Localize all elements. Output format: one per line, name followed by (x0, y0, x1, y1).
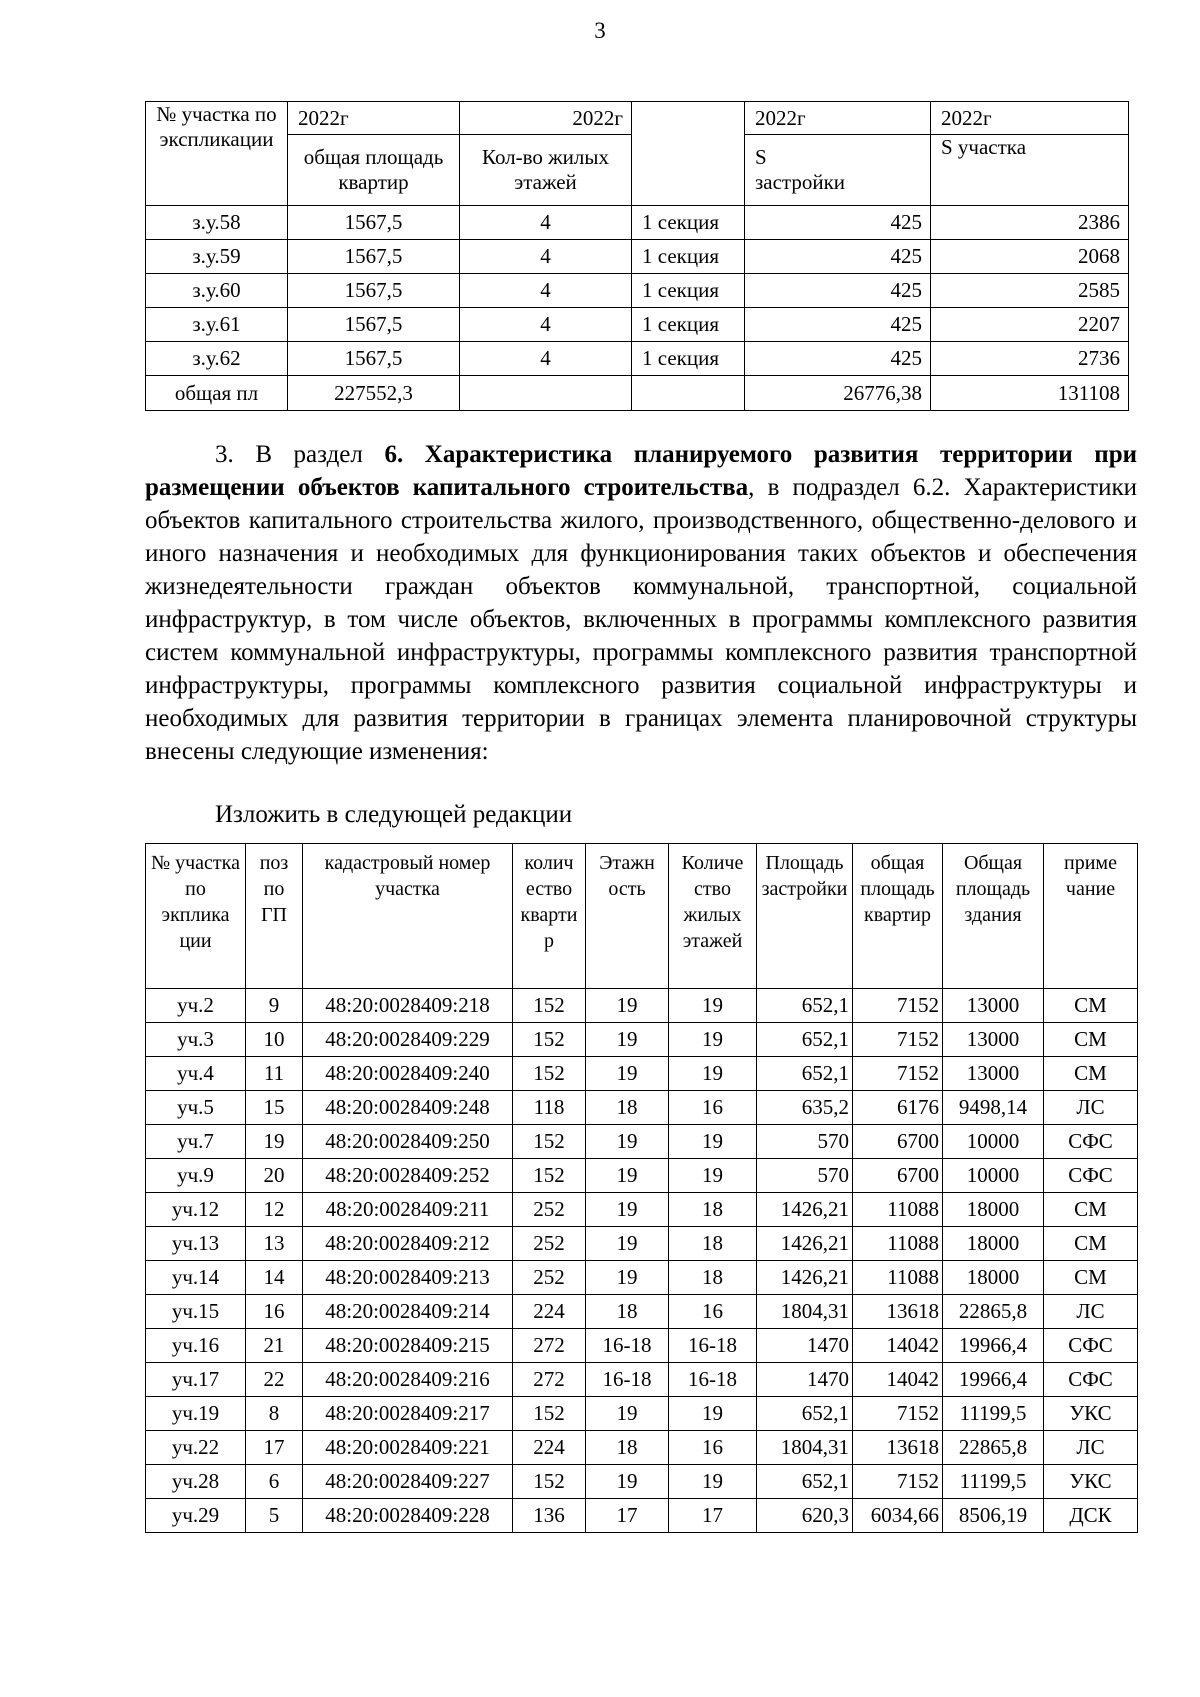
t2-cell: 14042 (853, 1329, 943, 1363)
t2-cell: уч.16 (146, 1329, 246, 1363)
t1-cell-floors: 4 (460, 342, 632, 376)
t1-cell-plot: з.у.58 (146, 206, 288, 240)
t1-cell-plot: з.у.61 (146, 308, 288, 342)
t1-header-built-area (745, 135, 931, 206)
t2-cell: СФС (1044, 1159, 1138, 1193)
t2-cell: УКС (1044, 1465, 1138, 1499)
t1-header-empty (632, 102, 745, 206)
t2-cell: СМ (1044, 989, 1138, 1023)
t1-header-built-area-line1: S (755, 145, 767, 169)
t2-cell: 48:20:0028409:248 (303, 1091, 513, 1125)
t2-cell: 10000 (943, 1159, 1044, 1193)
paragraph-body: , в подраздел 6.2. Характеристики объектов капитального строительства жилого, производственного, общественно-делового и иного назначения и необходимых для функционирования таких объектов и обеспечения жизнедеятельности граждан объектов коммунальной, транспортной, социальной инфраструктур, в том числе объектов, включенных в программы комплексного развития систем коммунальной инфраструктуры, программы комплексного развития транспортной инфраструктуры, программы комплексного развития социальной инфраструктуры и необходимых для развития территории в границах элемента планировочной структуры внесены следующие изменения: (145, 474, 1137, 765)
t2-cell: 152 (513, 1397, 586, 1431)
t1-cell-section: 1 секция (632, 206, 745, 240)
t2-cell: уч.28 (146, 1465, 246, 1499)
t2-cell: 18 (669, 1227, 757, 1261)
t2-header-cell: Общая площадь здания (943, 844, 1044, 989)
t1-cell-floors: 4 (460, 308, 632, 342)
t2-cell: 48:20:0028409:240 (303, 1057, 513, 1091)
t2-header-cell: № участка по экплика ции (146, 844, 246, 989)
t2-cell: 224 (513, 1431, 586, 1465)
t2-cell: 152 (513, 1057, 586, 1091)
t1-cell-area: 1567,5 (288, 342, 460, 376)
t2-row (146, 1091, 1138, 1125)
t2-cell: 17 (246, 1431, 303, 1465)
amendment-paragraph (145, 438, 1137, 768)
t2-cell: уч.5 (146, 1091, 246, 1125)
t1-cell-section: 1 секция (632, 240, 745, 274)
t2-cell: 6700 (853, 1159, 943, 1193)
t2-header-cell: колич ество кварти р (513, 844, 586, 989)
t2-header-cell: общая площадь квартир (853, 844, 943, 989)
t2-cell: 152 (513, 1465, 586, 1499)
t2-cell: СФС (1044, 1329, 1138, 1363)
t2-cell: 570 (757, 1159, 853, 1193)
t2-cell: 6034,66 (853, 1499, 943, 1533)
t2-cell: 1426,21 (757, 1227, 853, 1261)
t2-cell: 7152 (853, 989, 943, 1023)
t2-cell: 652,1 (757, 989, 853, 1023)
t1-cell-site: 2386 (931, 206, 1129, 240)
t1-cell-plot: з.у.62 (146, 342, 288, 376)
t2-cell: 152 (513, 989, 586, 1023)
t2-cell: 13 (246, 1227, 303, 1261)
t2-cell: 48:20:0028409:216 (303, 1363, 513, 1397)
t2-cell: 9 (246, 989, 303, 1023)
t2-cell: 1426,21 (757, 1193, 853, 1227)
t2-cell: уч.2 (146, 989, 246, 1023)
t2-cell: 22865,8 (943, 1431, 1044, 1465)
t2-cell: 11088 (853, 1261, 943, 1295)
t2-cell: 19 (586, 1397, 669, 1431)
t2-row (146, 1431, 1138, 1465)
t2-cell: 22865,8 (943, 1295, 1044, 1329)
t2-cell: ЛС (1044, 1295, 1138, 1329)
t2-cell: 18 (586, 1431, 669, 1465)
t1-total-area: 227552,3 (288, 376, 460, 411)
t1-cell-area: 1567,5 (288, 240, 460, 274)
t2-cell: СФС (1044, 1125, 1138, 1159)
t1-total-built: 26776,38 (745, 376, 931, 411)
t1-row (146, 308, 1129, 342)
t2-cell: 19 (669, 1023, 757, 1057)
t2-cell: 19 (586, 1159, 669, 1193)
t2-cell: 13000 (943, 989, 1044, 1023)
t2-cell: 152 (513, 1023, 586, 1057)
t2-cell: уч.29 (146, 1499, 246, 1533)
t1-total-empty (632, 376, 745, 411)
t2-row (146, 1295, 1138, 1329)
t2-cell: 21 (246, 1329, 303, 1363)
t2-cell: СМ (1044, 1057, 1138, 1091)
t1-row (146, 240, 1129, 274)
t2-cell: 48:20:0028409:250 (303, 1125, 513, 1159)
t1-header-year: 2022г (745, 102, 931, 135)
t2-cell: 18 (586, 1295, 669, 1329)
t1-cell-section: 1 секция (632, 274, 745, 308)
t2-header-cell: Площадь застройки (757, 844, 853, 989)
t2-cell: 16 (669, 1295, 757, 1329)
t1-cell-built: 425 (745, 206, 931, 240)
t2-cell: СМ (1044, 1023, 1138, 1057)
t2-cell: 272 (513, 1363, 586, 1397)
t2-cell: 252 (513, 1227, 586, 1261)
t2-cell: 8506,19 (943, 1499, 1044, 1533)
t2-cell: 8 (246, 1397, 303, 1431)
t2-cell: уч.22 (146, 1431, 246, 1465)
t2-cell: 18000 (943, 1227, 1044, 1261)
t2-cell: 16-18 (586, 1363, 669, 1397)
t2-cell: 1426,21 (757, 1261, 853, 1295)
t2-cell: 18000 (943, 1193, 1044, 1227)
t2-cell: уч.3 (146, 1023, 246, 1057)
t1-total-label: общая пл (146, 376, 288, 411)
t1-header-apartment-area: общая площадь квартир (288, 135, 460, 206)
t2-cell: 652,1 (757, 1057, 853, 1091)
t2-cell: 19 (586, 1193, 669, 1227)
t2-cell: 18 (586, 1091, 669, 1125)
t2-cell: 12 (246, 1193, 303, 1227)
t2-cell: уч.19 (146, 1397, 246, 1431)
t2-cell: ЛС (1044, 1431, 1138, 1465)
t1-header-floors: Кол-во жилых этажей (460, 135, 632, 206)
t2-cell: 19 (586, 989, 669, 1023)
t1-total-site: 131108 (931, 376, 1129, 411)
t1-cell-plot: з.у.59 (146, 240, 288, 274)
t2-cell: 48:20:0028409:227 (303, 1465, 513, 1499)
t2-row (146, 1057, 1138, 1091)
t2-header-cell: кадастровый номер участка (303, 844, 513, 989)
t1-cell-built: 425 (745, 274, 931, 308)
t2-row (146, 1261, 1138, 1295)
t2-cell: 14 (246, 1261, 303, 1295)
t2-cell: 22 (246, 1363, 303, 1397)
t2-row (146, 1125, 1138, 1159)
t2-cell: 1804,31 (757, 1295, 853, 1329)
t2-cell: 48:20:0028409:217 (303, 1397, 513, 1431)
t2-cell: 652,1 (757, 1465, 853, 1499)
t2-cell: 19 (669, 989, 757, 1023)
t2-cell: СМ (1044, 1227, 1138, 1261)
t2-cell: ЛС (1044, 1091, 1138, 1125)
t2-cell: ДСК (1044, 1499, 1138, 1533)
page-number: 3 (594, 18, 606, 43)
t2-cell: 118 (513, 1091, 586, 1125)
t1-cell-section: 1 секция (632, 308, 745, 342)
t2-cell: 152 (513, 1125, 586, 1159)
t2-cell: СМ (1044, 1193, 1138, 1227)
t1-cell-site: 2736 (931, 342, 1129, 376)
t2-cell: 18 (669, 1261, 757, 1295)
amendment-instruction: Изложить в следующей редакции (215, 801, 573, 828)
t1-header-site-area: S участка (931, 135, 1129, 206)
t2-cell: 16-18 (586, 1329, 669, 1363)
t2-cell: 19966,4 (943, 1363, 1044, 1397)
t2-cell: УКС (1044, 1397, 1138, 1431)
t2-cell: уч.4 (146, 1057, 246, 1091)
t2-cell: 48:20:0028409:228 (303, 1499, 513, 1533)
t2-cell: 635,2 (757, 1091, 853, 1125)
t2-cell: 11088 (853, 1227, 943, 1261)
t2-cell: 16 (246, 1295, 303, 1329)
t2-cell: 272 (513, 1329, 586, 1363)
t2-cell: 19 (586, 1023, 669, 1057)
t1-cell-floors: 4 (460, 206, 632, 240)
t2-cell: уч.15 (146, 1295, 246, 1329)
t1-total-empty (460, 376, 632, 411)
t2-cell: 48:20:0028409:211 (303, 1193, 513, 1227)
t2-cell: 16-18 (669, 1363, 757, 1397)
t1-row (146, 206, 1129, 240)
t2-cell: 19 (586, 1057, 669, 1091)
t1-cell-built: 425 (745, 342, 931, 376)
t2-row (146, 1329, 1138, 1363)
t2-row (146, 1159, 1138, 1193)
t2-cell: 48:20:0028409:213 (303, 1261, 513, 1295)
t1-cell-floors: 4 (460, 274, 632, 308)
t2-cell: 17 (586, 1499, 669, 1533)
t2-cell: 13618 (853, 1295, 943, 1329)
t1-cell-section: 1 секция (632, 342, 745, 376)
t2-row (146, 1227, 1138, 1261)
t2-cell: 1470 (757, 1363, 853, 1397)
t2-cell: 6700 (853, 1125, 943, 1159)
t2-cell: 16 (669, 1431, 757, 1465)
t2-cell: 1804,31 (757, 1431, 853, 1465)
paragraph-section-title: 6. Характеристика планируемого развития территории при размещении объектов капитального строительства (145, 441, 1137, 501)
plots-summary-table (145, 101, 1129, 411)
t2-cell: 19 (669, 1397, 757, 1431)
t2-cell: 11 (246, 1057, 303, 1091)
t2-cell: 252 (513, 1193, 586, 1227)
t2-cell: 570 (757, 1125, 853, 1159)
t2-cell: 19 (586, 1227, 669, 1261)
t2-cell: 7152 (853, 1397, 943, 1431)
t1-cell-site: 2068 (931, 240, 1129, 274)
t2-cell: 18000 (943, 1261, 1044, 1295)
t2-cell: 9498,14 (943, 1091, 1044, 1125)
t2-cell: 19 (586, 1261, 669, 1295)
t2-cell: 136 (513, 1499, 586, 1533)
t1-header-year: 2022г (460, 102, 632, 135)
t1-cell-site: 2585 (931, 274, 1129, 308)
t2-cell: СФС (1044, 1363, 1138, 1397)
t2-cell: уч.17 (146, 1363, 246, 1397)
t2-cell: 13000 (943, 1057, 1044, 1091)
t2-cell: 13000 (943, 1023, 1044, 1057)
t2-cell: 18 (669, 1193, 757, 1227)
t2-cell: 11088 (853, 1193, 943, 1227)
t2-cell: 14042 (853, 1363, 943, 1397)
t1-header-built-area-line2: застройки (755, 170, 846, 194)
t1-header-year: 2022г (288, 102, 460, 135)
t2-cell: 16 (669, 1091, 757, 1125)
plots-detail-table (145, 843, 1138, 1533)
t1-cell-area: 1567,5 (288, 308, 460, 342)
t2-cell: 48:20:0028409:212 (303, 1227, 513, 1261)
t1-header-plot: № участка по экспликации (146, 102, 288, 206)
t2-header-cell: Количе ство жилых этажей (669, 844, 757, 989)
t2-cell: 11199,5 (943, 1465, 1044, 1499)
t2-cell: 19966,4 (943, 1329, 1044, 1363)
t1-cell-area: 1567,5 (288, 206, 460, 240)
t2-cell: 652,1 (757, 1023, 853, 1057)
t1-cell-built: 425 (745, 240, 931, 274)
t1-row (146, 274, 1129, 308)
t2-cell: 48:20:0028409:218 (303, 989, 513, 1023)
t2-cell: 224 (513, 1295, 586, 1329)
t2-cell: 19 (669, 1465, 757, 1499)
t2-cell: 13618 (853, 1431, 943, 1465)
paragraph-prefix: 3. В раздел (215, 441, 385, 468)
t2-cell: 19 (246, 1125, 303, 1159)
t2-cell: СМ (1044, 1261, 1138, 1295)
t2-cell: 19 (586, 1465, 669, 1499)
t2-row (146, 1397, 1138, 1431)
t2-cell: уч.12 (146, 1193, 246, 1227)
t2-cell: 152 (513, 1159, 586, 1193)
t2-cell: 11199,5 (943, 1397, 1044, 1431)
t2-row (146, 1363, 1138, 1397)
t2-row (146, 1023, 1138, 1057)
t1-cell-built: 425 (745, 308, 931, 342)
t2-cell: 6176 (853, 1091, 943, 1125)
t1-cell-plot: з.у.60 (146, 274, 288, 308)
t2-header-cell: приме чание (1044, 844, 1138, 989)
t2-cell: 7152 (853, 1023, 943, 1057)
t2-cell: 48:20:0028409:215 (303, 1329, 513, 1363)
t1-cell-floors: 4 (460, 240, 632, 274)
t2-cell: 16-18 (669, 1329, 757, 1363)
t2-header-cell: Этажн ость (586, 844, 669, 989)
t2-cell: 652,1 (757, 1397, 853, 1431)
t2-cell: 48:20:0028409:252 (303, 1159, 513, 1193)
t2-cell: 10000 (943, 1125, 1044, 1159)
t2-cell: уч.7 (146, 1125, 246, 1159)
t2-cell: 48:20:0028409:214 (303, 1295, 513, 1329)
t2-cell: 48:20:0028409:221 (303, 1431, 513, 1465)
t1-header-year: 2022г (931, 102, 1129, 135)
t2-cell: 6 (246, 1465, 303, 1499)
t2-row (146, 1193, 1138, 1227)
t2-cell: 7152 (853, 1057, 943, 1091)
t2-cell: 10 (246, 1023, 303, 1057)
t2-row (146, 989, 1138, 1023)
t1-cell-area: 1567,5 (288, 274, 460, 308)
t2-cell: 19 (586, 1125, 669, 1159)
t2-cell: 19 (669, 1159, 757, 1193)
t2-cell: 1470 (757, 1329, 853, 1363)
t2-header-cell: поз по ГП (246, 844, 303, 989)
t2-cell: 20 (246, 1159, 303, 1193)
t1-row (146, 342, 1129, 376)
t2-cell: 15 (246, 1091, 303, 1125)
t2-cell: 48:20:0028409:229 (303, 1023, 513, 1057)
t2-cell: 7152 (853, 1465, 943, 1499)
t2-cell: уч.14 (146, 1261, 246, 1295)
t2-cell: 5 (246, 1499, 303, 1533)
t2-cell: уч.13 (146, 1227, 246, 1261)
t2-cell: 19 (669, 1125, 757, 1159)
t1-cell-site: 2207 (931, 308, 1129, 342)
t2-cell: 19 (669, 1057, 757, 1091)
t2-cell: 252 (513, 1261, 586, 1295)
t2-cell: 17 (669, 1499, 757, 1533)
t2-row (146, 1499, 1138, 1533)
t2-cell: уч.9 (146, 1159, 246, 1193)
t2-row (146, 1465, 1138, 1499)
t2-cell: 620,3 (757, 1499, 853, 1533)
